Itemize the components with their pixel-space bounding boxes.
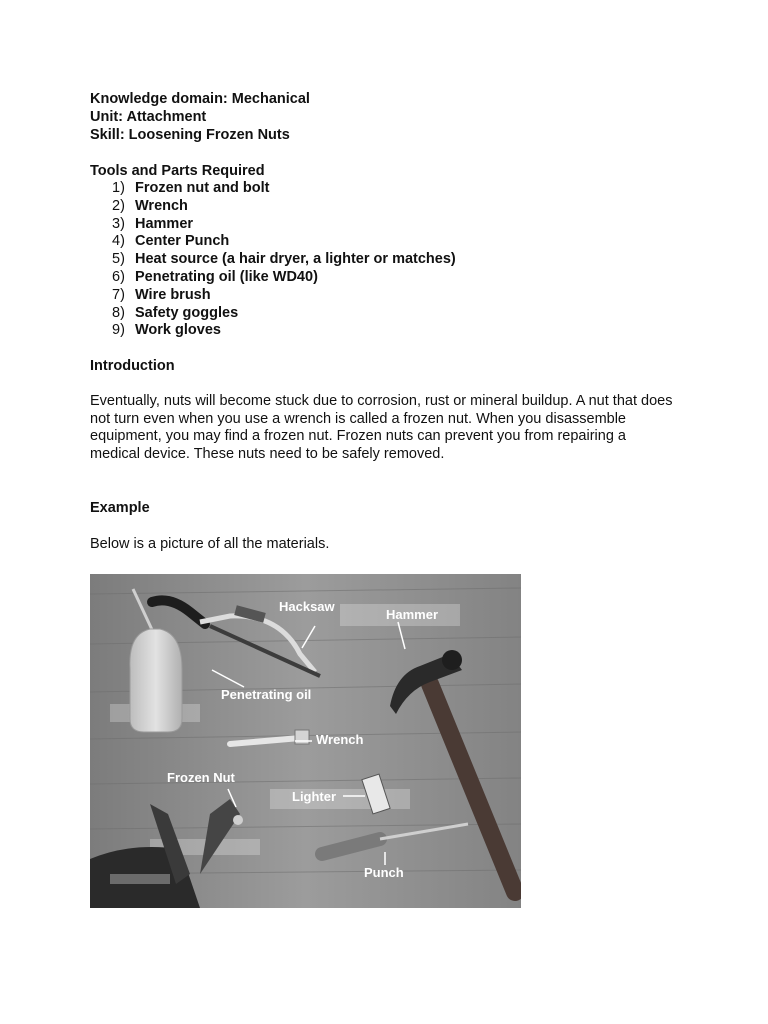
list-label: Frozen nut and bolt [135, 180, 270, 196]
list-item [90, 251, 690, 269]
materials-photo [90, 574, 521, 908]
introduction-text: Eventually, nuts will become stuck due to corrosion, rust or mineral buildup. A nut that does not turn even when you use a wrench is called a frozen nut. When you disassemble equipment, you may find a frozen nut. Frozen nuts can prevent you from repairing a medical device. These nuts need to be safely removed. [90, 393, 673, 462]
list-item [90, 198, 690, 216]
skill-line: Skill: Loosening Frozen Nuts [90, 127, 290, 143]
photo-label-frozen-nut: Frozen Nut [167, 770, 235, 785]
list-item [90, 322, 690, 340]
photo-label-hammer: Hammer [386, 607, 439, 622]
list-label: Center Punch [135, 233, 230, 250]
introduction-title: Introduction [90, 358, 175, 375]
list-item [90, 269, 690, 287]
tools-title: Tools and Parts Required [90, 163, 265, 179]
list-number: 3) [112, 215, 125, 232]
list-number: 7) [112, 286, 125, 303]
tools-list [90, 180, 690, 340]
list-label: Penetrating oil (like WD40) [135, 268, 318, 285]
list-number: 2) [112, 197, 125, 214]
list-number: 6) [112, 268, 125, 285]
document-page [90, 90, 690, 553]
example-text: Below is a picture of all the materials. [90, 536, 330, 553]
photo-label-hacksaw: Hacksaw [279, 599, 335, 614]
photo-label-punch: Punch [364, 865, 404, 880]
list-item [90, 180, 690, 198]
list-item [90, 305, 690, 323]
knowledge-domain-line: Knowledge domain: Mechanical [90, 91, 310, 107]
list-label: Work gloves [135, 322, 221, 339]
domain-label: Knowledge domain [90, 91, 223, 107]
list-item [90, 233, 690, 251]
materials-photo-drawing [90, 574, 521, 908]
list-label: Hammer [135, 215, 194, 232]
photo-label-penetrating-oil: Penetrating oil [221, 687, 312, 702]
list-number: 9) [112, 322, 125, 339]
list-label: Wrench [135, 197, 188, 214]
list-number: 8) [112, 304, 125, 321]
unit-line: Unit: Attachment [90, 109, 207, 125]
photo-label-lighter: Lighter [292, 789, 337, 804]
list-number: 1) [112, 180, 125, 196]
list-label: Wire brush [135, 286, 211, 303]
list-item [90, 287, 690, 305]
document-header [90, 90, 690, 144]
domain-value: Mechanical [231, 91, 310, 107]
list-number: 5) [112, 251, 125, 268]
example-title: Example [90, 500, 150, 517]
list-label: Safety goggles [135, 304, 239, 321]
photo-label-wrench: Wrench [316, 732, 364, 747]
list-number: 4) [112, 233, 125, 250]
list-label: Heat source (a hair dryer, a lighter or matches) [135, 251, 456, 268]
list-item [90, 216, 690, 234]
